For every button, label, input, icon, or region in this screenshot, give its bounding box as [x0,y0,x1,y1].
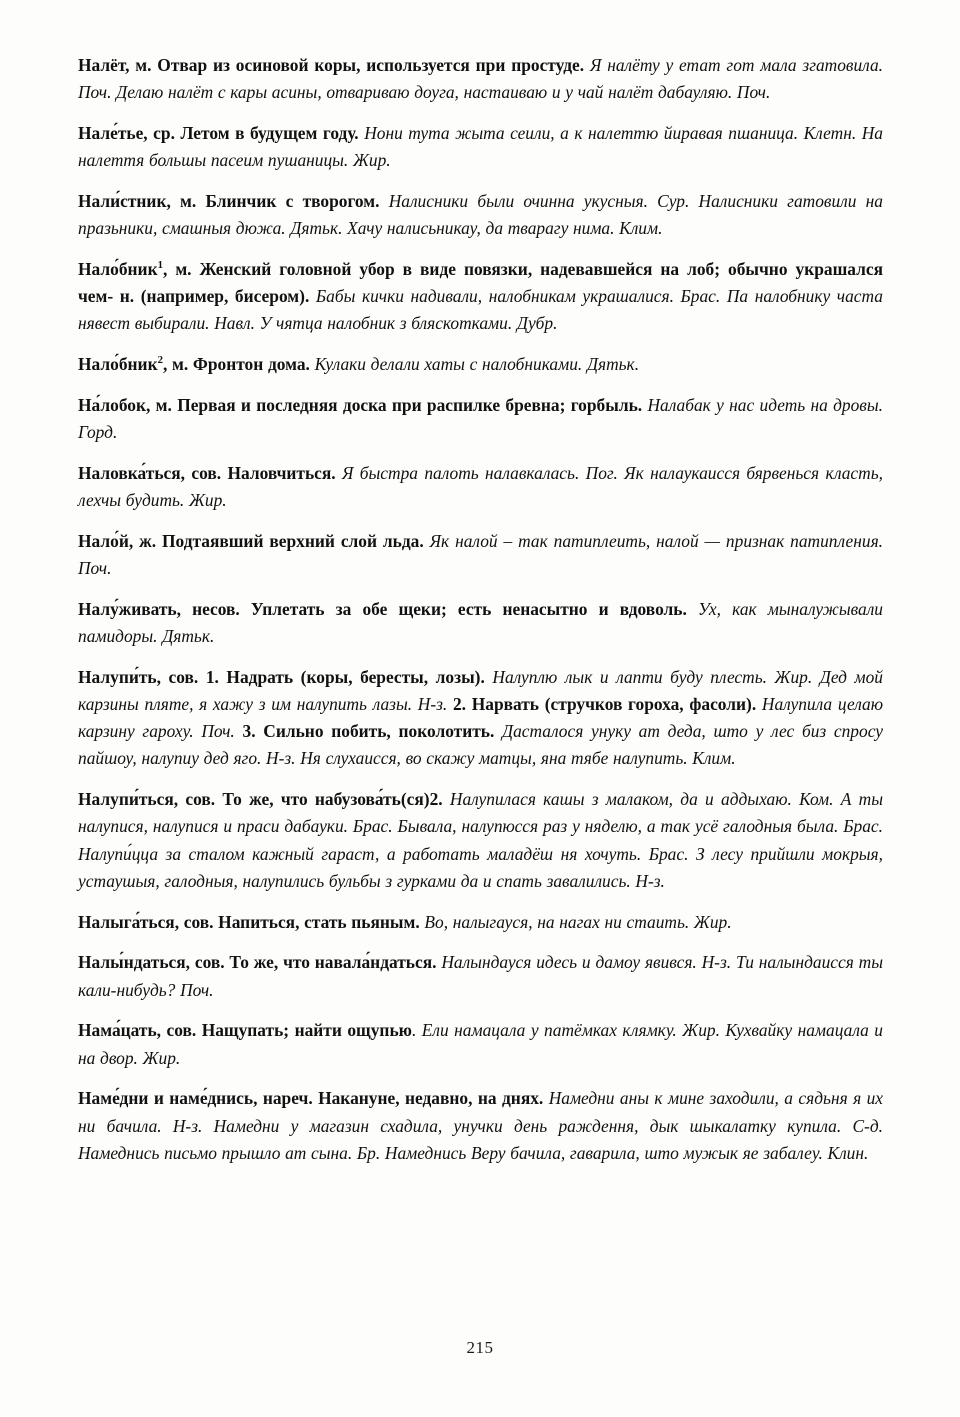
entry-column [78,52,883,1167]
headword-definition: Нало́й, ж. Подтаявший верхний слой льда. [78,530,430,551]
headword-definition: , м. Фронтон дома. [162,354,315,375]
usage-example: Налупилася кашы з малаком, да и аддыхаю. Ком. А ты налупися, налупися и праси дабауки. Брас. Бывала, налупюсся раз у няделю, а так усё галодныя была. Брас. Налупи́цца за сталом кажный гараст, а работать маладёш ня хочуть. Брас. З лесу прийшли мокрыя, устаушыя, галодныя, налупились бульбы з гурками да и спать завалились. Н-з. [78,789,883,891]
dictionary-entry [78,351,883,378]
headword-definition: Налу́живать, несов. Уплетать за обе щеки; есть ненасытно и вдоволь. [78,598,699,619]
dictionary-entry [78,460,883,514]
headword-definition: Наловка́ться, сов. Наловчиться. [78,462,342,483]
usage-example: Ух, как мыналужывали памидоры. Дятьк. [78,598,884,646]
headword-definition: Наме́дни и наме́днись, нареч. Накануне, недавно, на днях. [78,1088,549,1109]
headword-definition: , м. Женский головной убор в виде повязки, надевавшейся на лоб; обычно украшался чем- н. (например, бисером). [78,258,883,307]
headword-definition: Нале́тье, ср. Летом в будущем году. [78,122,365,143]
usage-example: Я быстра палоть налавкалась. Пог. Як налаукаисся бярвенься класть, лехчы будить. Жир. [78,462,883,511]
usage-example: Налуплю лык и лапти буду плесть. Жир. Дед мой карзины пляте, я хажу з им налупить лазы. Н-з. [78,666,883,714]
usage-example: Як налой – так патиплеить, налой — признак патипления. Поч. [78,530,883,579]
headword-definition: Нали́стник, м. Блинчик с творогом. [78,190,389,211]
usage-example: Я налёту у етат гот мала згатовила. Поч. Делаю налёт с кары асины, отвариваю доуга, настаиваю и у чай налёт дабауляю. Поч. [78,55,884,103]
dictionary-entry [78,909,883,936]
usage-example: . Ели намацала у патёмках клямку. Жир. Кухвайку намацала и на двор. Жир. [78,1020,883,1068]
headword-definition: Налы́ндаться, сов. То же, что навала́ндаться. [78,952,442,973]
dictionary-entry [78,1085,883,1167]
usage-example: Бабы кички надивали, налобникам украшалися. Брас. Па налобнику часта нявест выбирали. Навл. У чятца налобник з бляскотками. Дубр. [78,286,883,334]
headword-definition: Нало́бник [78,354,158,375]
dictionary-entry [78,1017,883,1071]
headword-definition: 3. Сильно побить, поколотить. [242,721,503,742]
dictionary-entry [78,188,883,242]
usage-example: Налисники были очинна укусныя. Сур. Налисники гатовили на празьники, смашныя дюжа. Дятьк. Хачу налисьникау, да тварагу нима. Клим. [78,190,883,239]
usage-example: Кулаки делали хаты с налобниками. Дятьк. [314,354,640,375]
dictionary-entry [78,596,883,650]
usage-example: Налындауся идесь и дамоу явився. Н-з. Ти налындаисся ты кали-нибудь? Поч. [78,952,883,1000]
page-number: 215 [466,1338,494,1357]
dictionary-entry [78,52,883,106]
headword-definition: 2. Нарвать (стручков гороха, фасоли). [452,693,762,714]
dictionary-entry [78,528,883,582]
usage-example: Намедни аны к мине заходили, а сядьня я их ни бачила. Н-з. Намедни у магазин схадила, унучки день раждення, дык шыкалатку купила. С-д. Намеднись письмо прышло ат сына. Бр. Намеднись Веру бачила, гаварила, што мужык яе забалеу. Клин. [78,1088,883,1163]
dictionary-entry [78,120,883,174]
headword-definition: Налыга́ться, сов. Напиться, стать пьяным. [78,911,425,932]
dictionary-entry [78,256,883,338]
headword-definition: На́лобок, м. Первая и последняя доска при распилке бревна; горбыль. [78,394,648,415]
usage-example: Дасталося унуку ат деда, што у лес биз спросу пайшоу, налупиу дед яго. Н-з. Ня слухаисся, во скажу матцы, яна тябе налупить. Клим. [78,721,884,769]
dictionary-entry [78,949,883,1003]
dictionary-entry [78,664,883,773]
usage-example: Во, налыгауся, на нагах ни стаить. Жир. [424,911,732,932]
headword-definition: Нама́цать, сов. Нащупать; найти ощупью [78,1020,412,1041]
dictionary-entry [78,392,883,446]
dictionary-entry [78,786,883,895]
usage-example: Налупила целаю карзину гароху. Поч. [78,693,883,742]
usage-example: Налабак у нас идеть на дровы. Горд. [78,394,883,443]
homonym-index: 2 [157,354,163,367]
usage-example: Нони тута жыта сеили, а к налеттю йиравая пшаница. Клетн. На налеття большы пасеим пушаницы. Жир. [78,122,883,171]
headword-definition: Налупи́ться, сов. То же, что набузова́ть(ся)2. [78,789,450,810]
headword-definition: Нало́бник [78,258,158,279]
headword-definition: Налупи́ть, сов. 1. Надрать (коры, бересты, лозы). [78,666,493,687]
homonym-index: 1 [157,259,163,272]
headword-definition: Налёт, м. Отвар из осиновой коры, используется при простуде. [78,55,590,75]
